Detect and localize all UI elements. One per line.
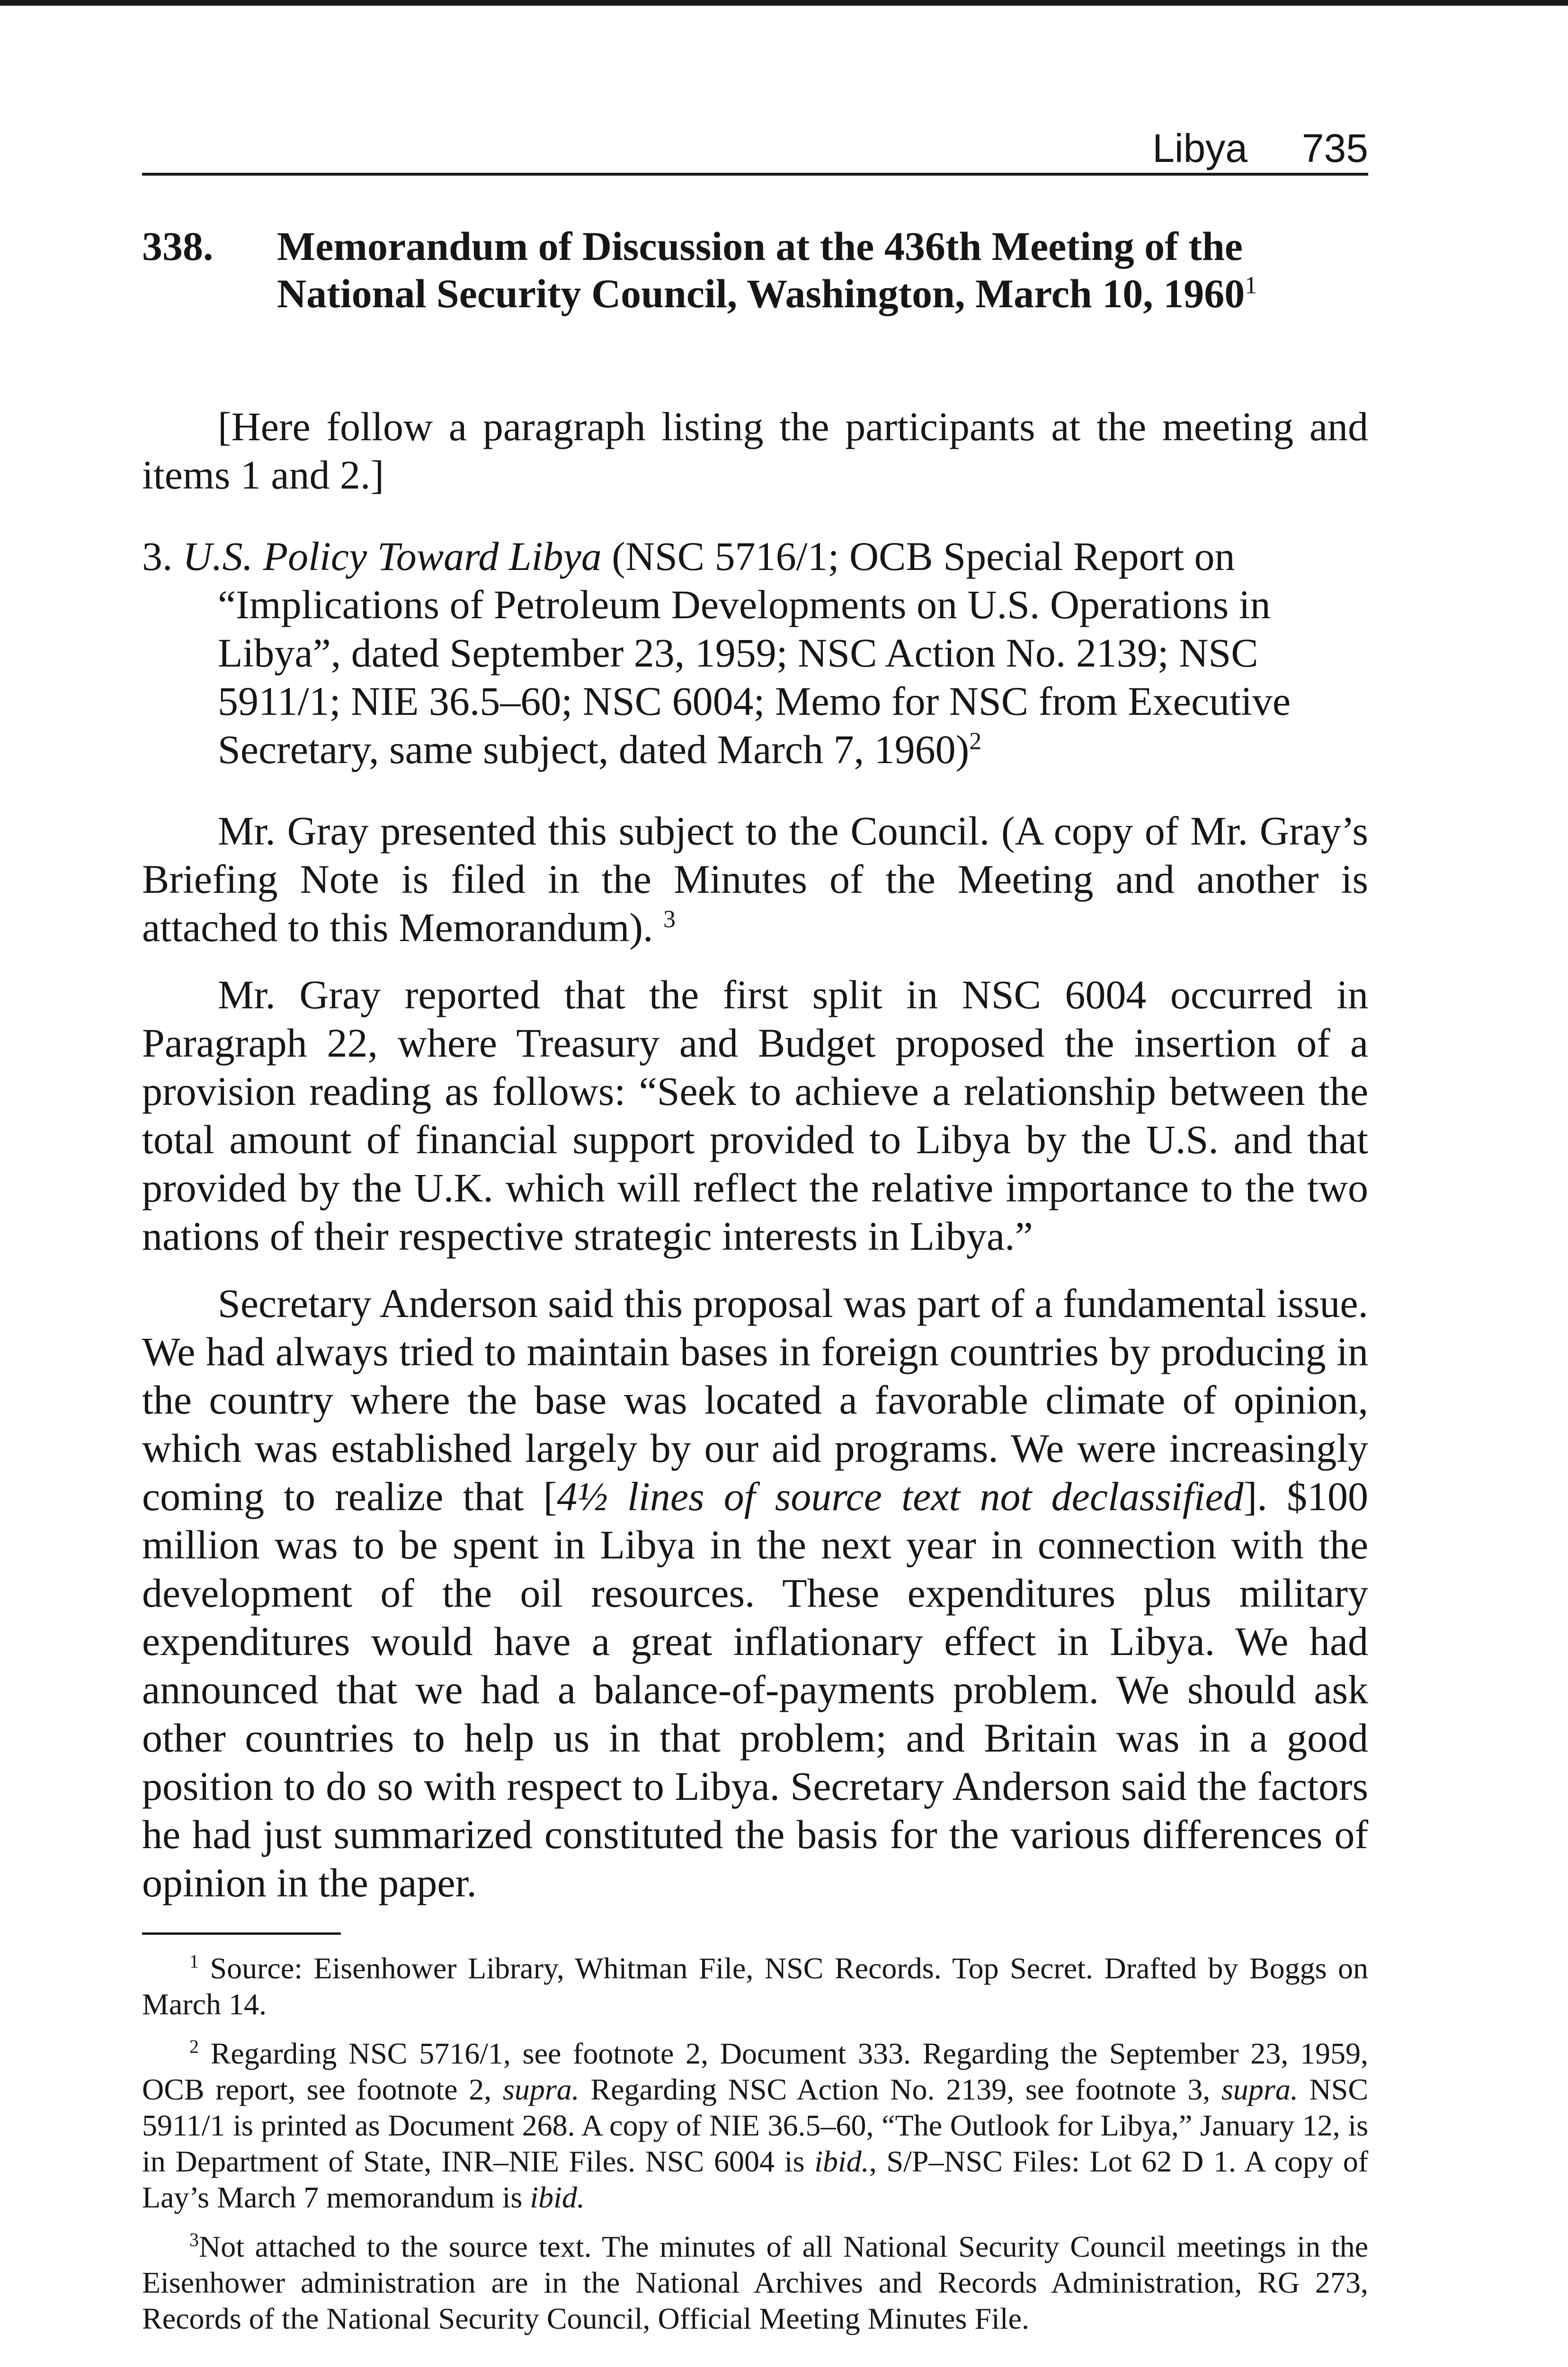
redaction-note: 4½ lines of source text not declassified <box>557 1474 1244 1519</box>
paragraph-text: Mr. Gray presented this subject to the Council. (A copy of Mr. Gray’s Briefing Note is filed in the Minutes of the Meeting and another is attached to this Memorandum). <box>142 808 1368 950</box>
agenda-item <box>142 532 1368 774</box>
footnote-rule <box>142 1932 341 1935</box>
paragraph-anderson <box>142 1279 1368 1907</box>
document-body <box>142 402 1368 1926</box>
footnote-text: NSC 5911/1 is printed as Document 268. A copy of NIE 36.5–60, “The Outlook for Libya,” January 12, is in Department of State, INR–NIE Files. NSC 6004 is <box>142 2073 1369 2178</box>
footnote-text: Regarding NSC Action No. 2139, see footnote 3, <box>579 2073 1221 2106</box>
footnote-italic: supra. <box>1221 2073 1298 2106</box>
document-title <box>277 222 1366 317</box>
agenda-item-text: (NSC 5716/1; OCB Special Report on “Implications of Petroleum Developments on U.S. Operations in Libya”, dated September 23, 1959; NSC Action No. 2139; NSC 5911/1; NIE 36.5–60; NSC 6004; Memo for NSC from Executive Secretary, same subject, dated March 7, 1960) <box>218 534 1291 772</box>
paragraph-gray-reported: Mr. Gray reported that the first split in NSC 6004 occurred in Paragraph 22, where Treasury and Budget proposed the insertion of a provision reading as follows: “Seek to achieve a relationship between the total amount of financial support provided to Libya by the U.S. and that provided by the U.K. which will reflect the relative importance to the two nations of their respective strategic interests in Libya.” <box>142 972 1368 1259</box>
footnote-text: Regarding NSC 5716/1, see footnote 2, Document 333. Regarding the September 23, 1959, OCB report, see footnote 2, <box>142 2037 1369 2106</box>
footnote-italic: ibid. <box>530 2180 585 2214</box>
footnote-italic: ibid. <box>814 2145 869 2178</box>
footnotes <box>142 1950 1368 2350</box>
footnote-text: Not attached to the source text. The minutes of all National Security Council meetings in the Eisenhower administration are in the National Archives and Records Administration, RG 273, Records of the National Security Council, Official Meeting Minutes File. <box>142 2230 1368 2335</box>
paragraph-text-after: ]. $100 million was to be spent in Libya in the next year in connection with the development of the oil resources. These expenditures plus military expenditures would have a great inflationary effect in Libya. We had announced that we had a balance-of-payments problem. We should ask other countries to help us in that problem; and Britain was in a good position to do so with respect to Libya. Secretary Anderson said the factors he had just summarized constituted the basis for the various differences of opinion in the paper. <box>142 1474 1369 1905</box>
footnote-3 <box>142 2229 1368 2337</box>
document-title-text: Memorandum of Discussion at the 436th Meeting of the National Security Council, Washington, March 10, 1960 <box>277 223 1245 316</box>
editorial-note: [Here follow a paragraph listing the participants at the meeting and items 1 and 2.] <box>142 404 1368 498</box>
running-head-title: Libya <box>1152 126 1247 170</box>
footnote-1 <box>142 1950 1368 2022</box>
footnote-ref-1: 1 <box>1245 272 1257 299</box>
footnote-mark: 3 <box>189 2229 199 2251</box>
footnote-text: Source: Eisenhower Library, Whitman File, NSC Records. Top Secret. Drafted by Boggs on March 14. <box>142 1951 1369 2021</box>
document-number: 338. <box>142 223 214 269</box>
footnote-mark: 1 <box>189 1950 199 1972</box>
agenda-item-number: 3. <box>142 534 173 579</box>
page-number: 735 <box>1301 126 1368 170</box>
top-border <box>0 0 1568 6</box>
footnote-ref-3: 3 <box>663 906 676 933</box>
paragraph-gray-presented <box>142 807 1368 952</box>
footnote-ref-2: 2 <box>969 728 982 755</box>
footnote-italic: supra. <box>502 2073 579 2106</box>
agenda-item-title: U.S. Policy Toward Libya <box>183 534 602 579</box>
footnote-mark: 2 <box>189 2036 199 2057</box>
footnote-2 <box>142 2036 1368 2216</box>
running-head <box>142 125 1368 176</box>
paragraph-text-before: Secretary Anderson said this proposal was part of a fundamental issue. We had always tried to maintain bases in foreign countries by producing in the country where the base was located a favorable climate of opinion, which was established largely by our aid programs. We were increasingly coming to realize that [ <box>142 1281 1368 1519</box>
footnote-text: , S/P–NSC Files: Lot 62 D 1. A copy of Lay’s March 7 memorandum is <box>142 2145 1369 2214</box>
